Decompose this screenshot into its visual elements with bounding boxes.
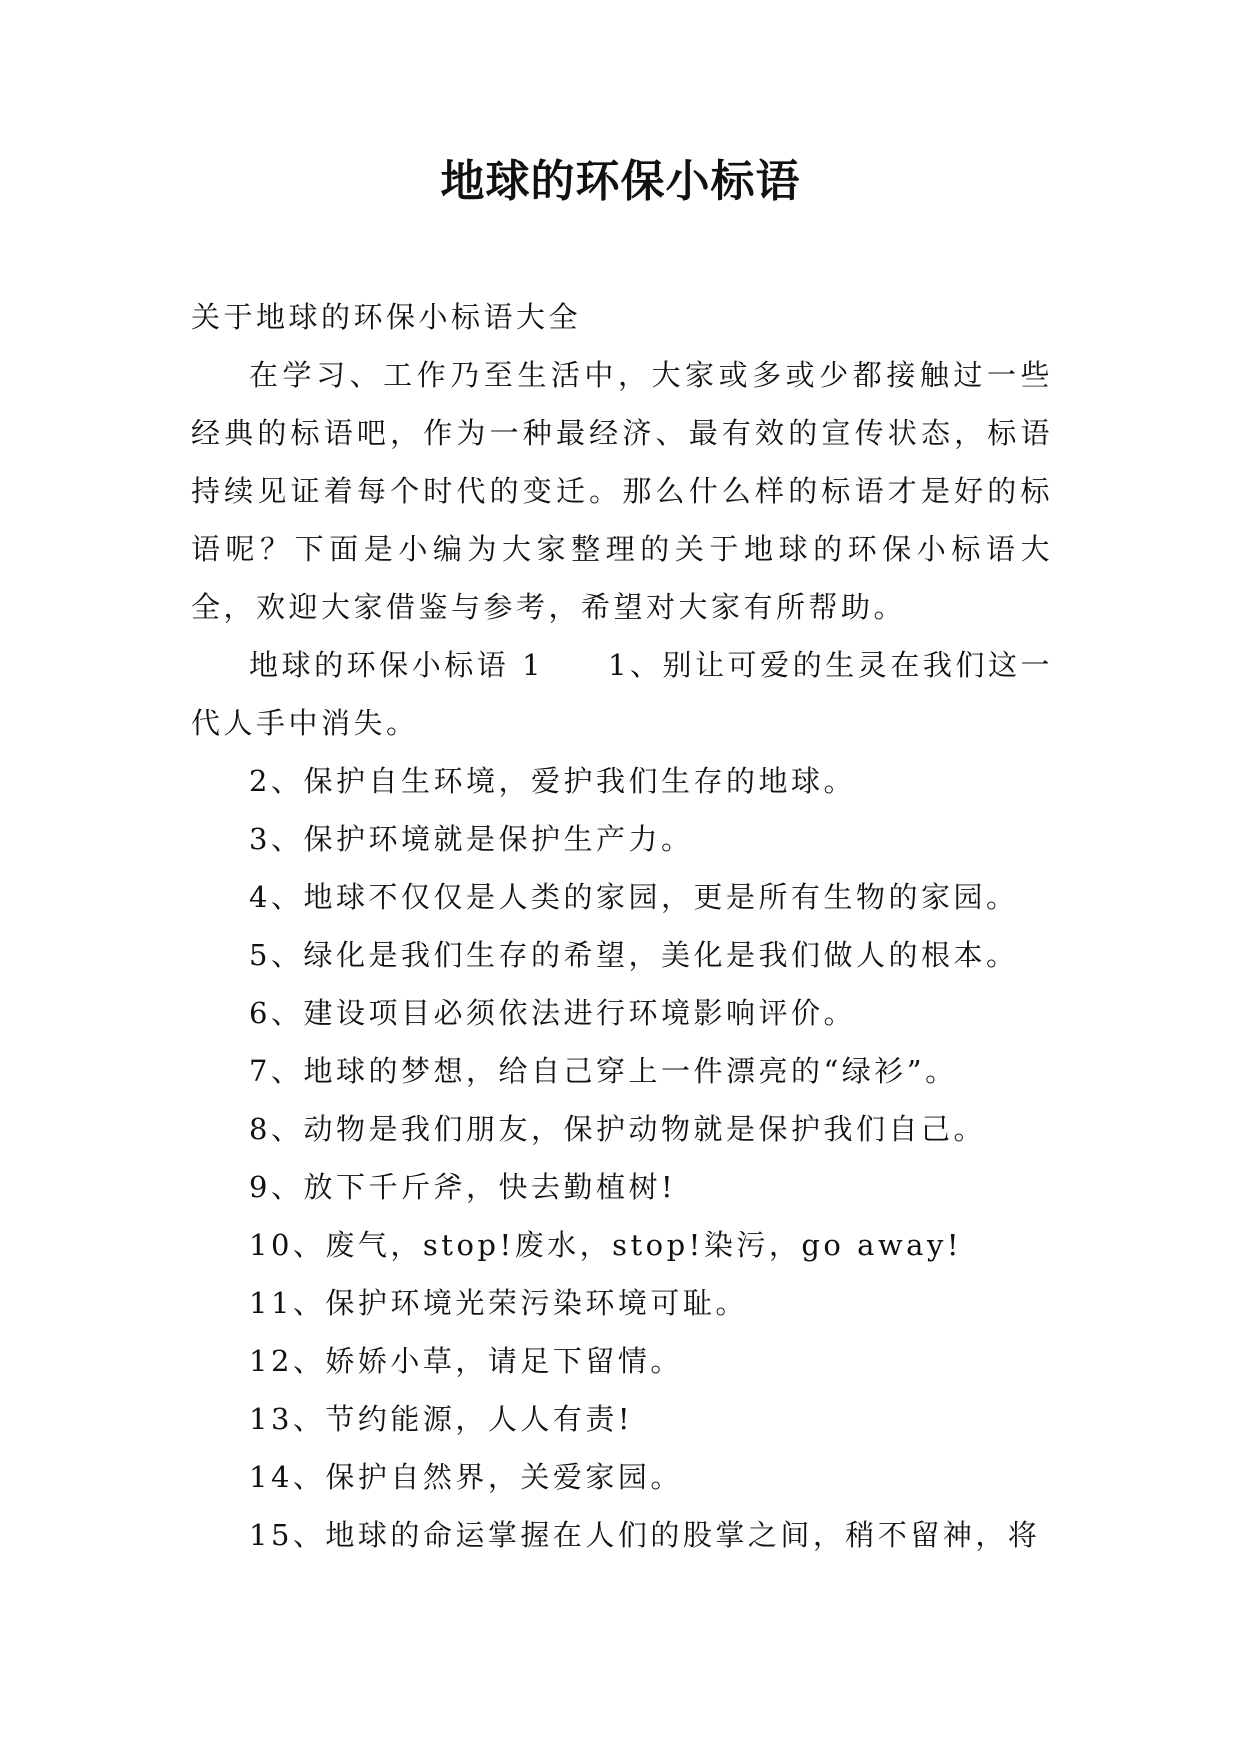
slogan-item: 12、娇娇小草，请足下留情。 <box>249 1344 683 1378</box>
slogan-item: 2、保护自生环境，爱护我们生存的地球。 <box>249 764 856 798</box>
slogan-item: 4、地球不仅仅是人类的家园，更是所有生物的家园。 <box>249 880 1019 914</box>
document-body <box>191 288 1053 1564</box>
slogan-item: 5、绿化是我们生存的希望，美化是我们做人的根本。 <box>249 938 1019 972</box>
slogan-item: 14、保护自然界，关爱家园。 <box>249 1460 683 1494</box>
slogan-item: 8、动物是我们朋友，保护动物就是保护我们自己。 <box>249 1112 986 1146</box>
slogan-item: 3、保护环境就是保护生产力。 <box>249 822 694 856</box>
slogan-item: 15、地球的命运掌握在人们的股掌之间，稍不留神，将 <box>249 1518 1041 1552</box>
section-first-paragraph <box>191 636 1053 752</box>
document-subtitle: 关于地球的环保小标语大全 <box>191 300 582 334</box>
slogan-item: 1、别让可爱的生灵在我们这一代人手中消失。 <box>191 648 1053 740</box>
slogan-item: 9、放下千斤斧，快去勤植树! <box>249 1170 677 1204</box>
document-title: 地球的环保小标语 <box>440 156 801 207</box>
slogan-item: 11、保护环境光荣污染环境可耻。 <box>249 1286 748 1320</box>
section-heading: 地球的环保小标语 1 <box>249 648 545 682</box>
slogan-item: 13、节约能源，人人有责! <box>249 1402 634 1436</box>
intro-paragraph: 在学习、工作乃至生活中，大家或多或少都接触过一些经典的标语吧，作为一种最经济、最有效的宣传状态，标语持续见证着每个时代的变迁。那么什么样的标语才是好的标语呢？下面是小编为大家整理的关于地球的环保小标语大全，欢迎大家借鉴与参考，希望对大家有所帮助。 <box>191 358 1053 624</box>
slogan-item: 10、废气，stop!废水，stop!染污，go away! <box>249 1228 963 1262</box>
slogan-item: 6、建设项目必须依法进行环境影响评价。 <box>249 996 856 1030</box>
slogan-item: 7、地球的梦想，给自己穿上一件漂亮的“绿衫”。 <box>249 1054 958 1088</box>
